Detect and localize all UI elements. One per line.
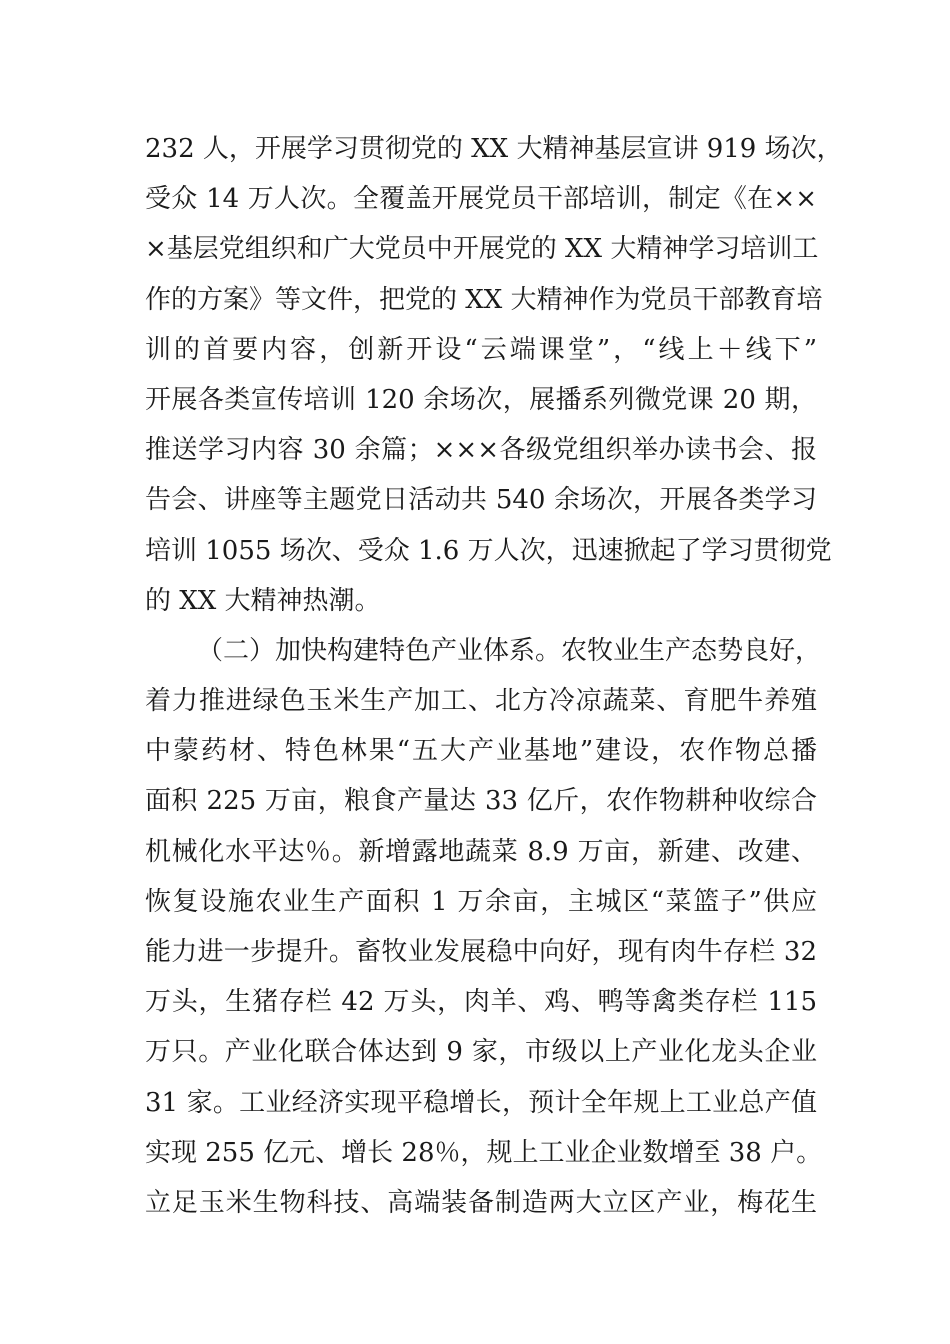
text-line: 告会、讲座等主题党日活动共 540 余场次，开展各类学习	[145, 485, 817, 516]
text-line: 的 XX 大精神热潮。	[145, 585, 381, 616]
text-line: 恢复设施农业生产面积 1 万余亩，主城区“菜篮子”供应	[145, 886, 817, 917]
text-line: ×基层党组织和广大党员中开展党的 XX 大精神学习培训工	[145, 234, 819, 265]
text-line: 实现 255 亿元、增长 28％，规上工业企业数增至 38 户。	[145, 1137, 823, 1168]
text-line: 作的方案》等文件，把党的 XX 大精神作为党员干部教育培	[145, 284, 823, 315]
text-line: 232 人，开展学习贯彻党的 XX 大精神基层宣讲 919 场次，	[145, 134, 843, 164]
text-line: 推送学习内容 30 余篇；×××各级党组织举办读书会、报	[145, 435, 817, 466]
paragraph-1	[145, 124, 843, 626]
text-line: 着力推进绿色玉米生产加工、北方冷凉蔬菜、育肥牛养殖	[145, 686, 817, 717]
text-line: 立足玉米生物科技、高端装备制造两大立区产业，梅花生	[145, 1187, 817, 1218]
text-line: 面积 225 万亩，粮食产量达 33 亿斤，农作物耕种收综合	[145, 786, 817, 817]
text-line: 能力进一步提升。畜牧业发展稳中向好，现有肉牛存栏 32	[145, 937, 817, 967]
paragraph-2	[145, 626, 823, 1228]
document-body	[145, 124, 843, 1228]
text-line: 万只。产业化联合体达到 9 家，市级以上产业化龙头企业	[145, 1037, 817, 1068]
text-line: 中蒙药材、特色林果“五大产业基地”建设，农作物总播	[145, 736, 817, 767]
text-line: 开展各类宣传培训 120 余场次，展播系列微党课 20 期，	[145, 384, 817, 415]
text-line: 培训 1055 场次、受众 1.6 万人次，迅速掀起了学习贯彻党	[145, 535, 832, 566]
text-line: 31 家。工业经济实现平稳增长，预计全年规上工业总产值	[145, 1087, 817, 1118]
text-line: 受众 14 万人次。全覆盖开展党员干部培训，制定《在××	[145, 184, 817, 215]
text-line: （二）加快构建特色产业体系。农牧业生产态势良好，	[197, 635, 822, 666]
text-line: 机械化水平达％。新增露地蔬菜 8.9 万亩，新建、改建、	[145, 836, 817, 867]
text-line: 万头，生猪存栏 42 万头，肉羊、鸡、鸭等禽类存栏 115	[145, 987, 817, 1018]
text-line: 训的首要内容，创新开设“云端课堂”，“线上＋线下”	[145, 334, 817, 365]
